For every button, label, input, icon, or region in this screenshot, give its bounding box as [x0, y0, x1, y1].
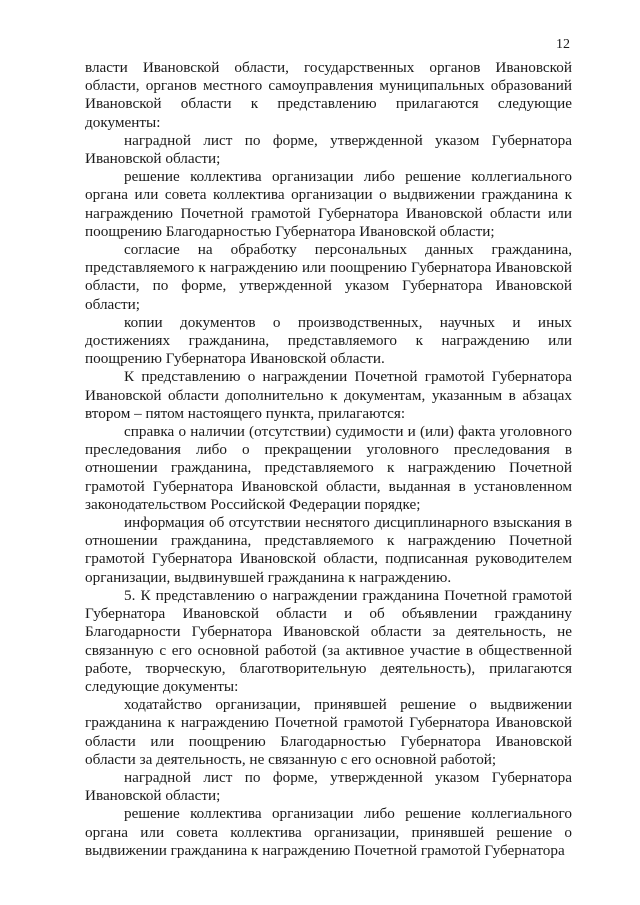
paragraph: наградной лист по форме, утвержденной указом Губернатора Ивановской области;: [85, 768, 572, 805]
paragraph: власти Ивановской области, государственных органов Ивановской области, органов местного самоуправления муниципальных образований Ивановской области к представлению прилагаются следующие документы:: [85, 59, 572, 131]
paragraph: решение коллектива организации либо решение коллегиального органа или совета коллектива организации о выдвижении гражданина к награждению Почетной грамотой Губернатора Ивановской области или поощрению Благодарностью Губернатора Ивановской области;: [85, 168, 572, 240]
paragraph: справка о наличии (отсутствии) судимости и (или) факта уголовного преследования либо о прекращении уголовного преследования в отношении гражданина, представляемого к награждению Почетной грамотой Губернатора Ивановской области, выданная в установленном законодательством Российской Федерации порядке;: [85, 423, 572, 513]
document-body: [85, 59, 572, 860]
paragraph: копии документов о производственных, научных и иных достижениях гражданина, представляемого к награждению или поощрению Губернатора Ивановской области.: [85, 313, 572, 368]
paragraph: К представлению о награждении Почетной грамотой Губернатора Ивановской области дополнительно к документам, указанным в абзацах втором – пятом настоящего пункта, прилагаются:: [85, 368, 572, 422]
paragraph: 5. К представлению о награждении гражданина Почетной грамотой Губернатора Ивановской области и об объявлении гражданину Благодарности Губернатора Ивановской области за деятельность, не связанную с его основной работой (за активное участие в общественной работе, творческую, благотворительную деятельность), прилагаются следующие документы:: [85, 586, 572, 695]
paragraph: согласие на обработку персональных данных гражданина, представляемого к награждению или поощрению Губернатора Ивановской области, по форме, утвержденной указом Губернатора Ивановской области;: [85, 241, 572, 313]
paragraph: решение коллектива организации либо решение коллегиального органа или совета коллектива организации, принявшей решение о выдвижении гражданина к награждению Почетной грамотой Губернатора: [85, 805, 572, 859]
page-number: 12: [556, 37, 570, 52]
paragraph: ходатайство организации, принявшей решение о выдвижении гражданина к награждению Почетной грамотой Губернатора Ивановской области или поощрению Благодарностью Губернатора Ивановской области за деятельность, не связанную с его основной работой;: [85, 696, 572, 768]
paragraph: наградной лист по форме, утвержденной указом Губернатора Ивановской области;: [85, 131, 572, 168]
paragraph: информация об отсутствии неснятого дисциплинарного взыскания в отношении гражданина, представляемого к награждению Почетной грамотой Губернатора Ивановской области, подписанная руководителем организации, выдвинувшей гражданина к награждению.: [85, 514, 572, 586]
